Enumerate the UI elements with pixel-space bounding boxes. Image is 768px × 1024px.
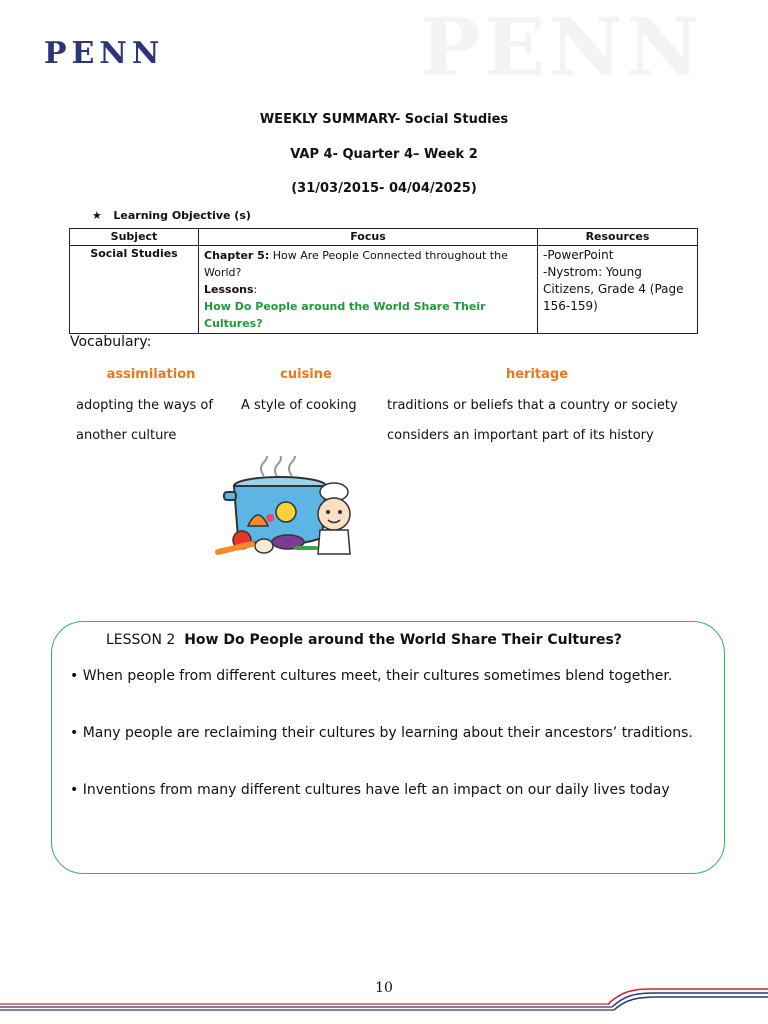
table-header-row: [70, 229, 698, 246]
page-number: 10: [375, 980, 393, 996]
table-row: [70, 246, 698, 334]
focus-cell: [199, 246, 538, 334]
chef-cooking-pot-illustration: [212, 456, 372, 562]
chapter-text: How Are People Connected throughout the World?: [204, 249, 508, 279]
chapter-label: Chapter 5:: [204, 249, 270, 262]
lesson-heading: [106, 632, 622, 648]
lesson-title-green: How Do People around the World Share Their Cultures?: [204, 300, 486, 330]
header-focus: Focus: [199, 229, 538, 246]
penn-logo: PENN: [44, 36, 165, 71]
summary-dates: (31/03/2015- 04/04/2025): [291, 181, 477, 196]
lesson-bullet: • Many people are reclaiming their cultures by learning about their ancestors’ traditions.: [70, 725, 693, 741]
lesson-summary-box: [51, 621, 725, 874]
subject-cell: Social Studies: [70, 246, 199, 334]
lesson-bullet: • Inventions from many different cultures have left an impact on our daily lives today: [70, 782, 670, 798]
header-resources: Resources: [538, 229, 698, 246]
resources-cell: [538, 246, 698, 334]
vocab-term-assimilation: assimilation: [106, 367, 196, 382]
header-subject: Subject: [70, 229, 199, 246]
watermark-logo: PENN: [420, 0, 704, 94]
lesson-bullet: • When people from different cultures meet, their cultures sometimes blend together.: [70, 668, 673, 684]
learning-objective-heading: [92, 209, 251, 222]
resource-nystrom: -Nystrom: Young Citizens, Grade 4 (Page 156-159): [543, 265, 684, 313]
resource-table: [69, 228, 698, 334]
vocab-def-assimilation: adopting the ways of another culture: [76, 398, 213, 443]
lesson-title: How Do People around the World Share Their Cultures?: [184, 632, 622, 648]
lesson-number: LESSON 2: [106, 632, 176, 648]
resource-powerpoint: -PowerPoint: [543, 248, 614, 262]
learning-objective-label: Learning Objective (s): [113, 209, 251, 222]
footer-decoration: [0, 985, 768, 1015]
vocab-term-cuisine: cuisine: [280, 367, 332, 382]
summary-title: WEEKLY SUMMARY- Social Studies: [259, 112, 509, 127]
vocab-term-heritage: heritage: [505, 367, 569, 382]
summary-subtitle: VAP 4- Quarter 4– Week 2: [290, 147, 478, 162]
star-icon: ★: [92, 209, 102, 222]
lessons-label: Lessons: [204, 283, 254, 296]
lessons-colon: :: [253, 283, 258, 296]
vocab-def-heritage: traditions or beliefs that a country or society considers an important part of its history: [387, 398, 678, 443]
vocabulary-label: Vocabulary:: [70, 334, 152, 350]
vocab-def-cuisine: A style of cooking: [241, 398, 357, 413]
